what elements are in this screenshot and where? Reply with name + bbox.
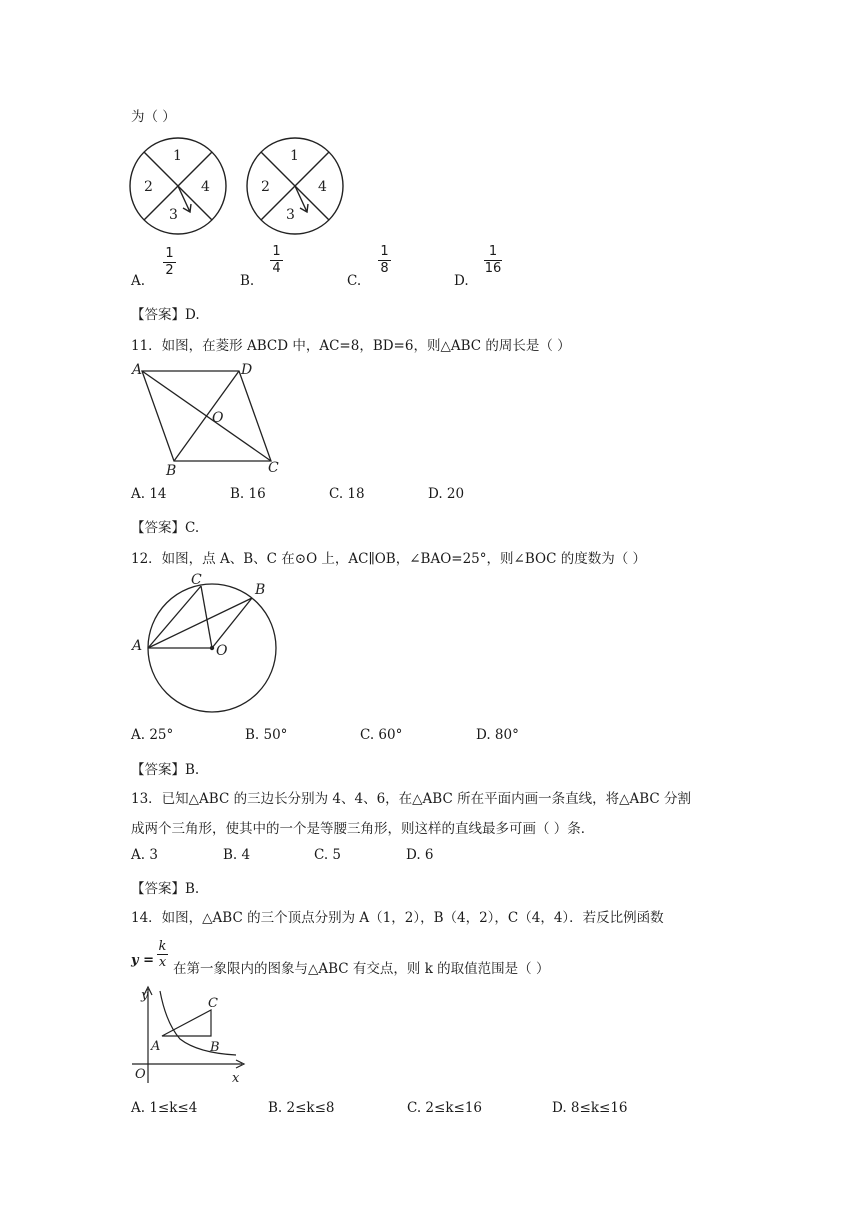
q12-option-d: D. 80° — [476, 727, 519, 743]
q14-option-a: A. 1≤k≤4 — [131, 1100, 198, 1116]
q10-option-b-fraction — [270, 245, 283, 276]
q13-option-c: C. 5 — [314, 847, 342, 863]
q14-graph-figure — [128, 983, 248, 1092]
graph-label-y: y — [141, 988, 149, 1003]
graph-label-c: C — [208, 996, 218, 1011]
formula-fraction — [157, 940, 168, 969]
spinner-right-label-2: 2 — [261, 179, 270, 195]
formula-numerator: k — [158, 939, 167, 954]
q13-answer: 【答案】B. — [131, 881, 200, 897]
spinner-left-label-1: 1 — [173, 148, 182, 164]
q13-stem-line1: 13．已知△ABC 的三边长分别为 4、4、6，在△ABC 所在平面内画一条直线，将△ABC 分割 — [131, 791, 692, 807]
q12-option-b: B. 50° — [245, 727, 288, 743]
fraction-numerator: 1 — [380, 244, 389, 259]
q14-stem-line2: 在第一象限内的图象与△ABC 有交点，则 k 的取值范围是（ ） — [173, 961, 550, 977]
rhombus-label-d: D — [241, 362, 253, 378]
fraction-denominator: 4 — [272, 261, 281, 276]
fraction-numerator: 1 — [488, 244, 498, 259]
q11-option-a: A. 14 — [131, 486, 167, 502]
circle-label-b: B — [255, 582, 266, 598]
graph-label-b: B — [210, 1040, 220, 1055]
q10-option-d-fraction — [484, 245, 502, 276]
spinner-left-label-3: 3 — [169, 207, 178, 223]
q11-answer: 【答案】C. — [131, 520, 200, 536]
q13-option-a: A. 3 — [131, 847, 158, 863]
fraction-numerator: 1 — [272, 244, 281, 259]
q10-spinner-figure — [128, 132, 353, 244]
q13-option-d: D. 6 — [406, 847, 434, 863]
q10-option-d-label: D. — [454, 273, 469, 289]
fraction-denominator: 16 — [484, 261, 502, 276]
q12-option-a: A. 25° — [131, 727, 174, 743]
spinner-left-label-2: 2 — [144, 179, 153, 195]
q13-stem-line2: 成两个三角形，使其中的一个是等腰三角形，则这样的直线最多可画（ ）条． — [131, 821, 595, 837]
graph-label-x: x — [232, 1071, 240, 1086]
fraction-denominator: 8 — [380, 261, 389, 276]
q11-option-c: C. 18 — [329, 486, 365, 502]
circle-label-o: O — [216, 643, 228, 659]
q10-option-a-fraction — [163, 247, 176, 278]
fraction-numerator: 1 — [165, 246, 174, 261]
spinner-right-label-3: 3 — [286, 207, 295, 223]
q10-option-a-label: A. — [131, 273, 146, 289]
q11-option-d: D. 20 — [428, 486, 465, 502]
q14-option-b: B. 2≤k≤8 — [268, 1100, 335, 1116]
q12-answer: 【答案】B. — [131, 762, 200, 778]
formula-lhs: y = — [131, 953, 154, 968]
q12-circle-figure — [128, 568, 288, 722]
fraction-denominator: 2 — [165, 263, 174, 278]
formula-denominator: x — [158, 955, 167, 970]
rhombus-label-o: O — [212, 410, 224, 426]
rhombus-label-b: B — [166, 463, 177, 478]
spinner-left-label-4: 4 — [201, 179, 210, 195]
q14-option-d: D. 8≤k≤16 — [552, 1100, 628, 1116]
q14-stem-line1: 14．如图，△ABC 的三个顶点分别为 A（1，2），B（4，2），C（4，4）．若反比例函数 — [131, 910, 664, 926]
graph-label-a: A — [151, 1039, 161, 1054]
circle-label-a: A — [132, 638, 143, 654]
q13-option-b: B. 4 — [223, 847, 251, 863]
spinner-right-label-4: 4 — [318, 179, 327, 195]
q11-stem: 11．如图，在菱形 ABCD 中，AC=8，BD=6，则△ABC 的周长是（ ） — [131, 338, 571, 354]
q14-option-c: C. 2≤k≤16 — [407, 1100, 483, 1116]
rhombus-label-c: C — [268, 460, 279, 476]
spinner-right-label-1: 1 — [290, 148, 299, 164]
q10-option-c-label: C. — [347, 273, 362, 289]
circle-label-c: C — [191, 572, 202, 588]
q10-stem-tail: 为（ ） — [131, 109, 176, 125]
graph-label-o: O — [135, 1067, 146, 1082]
q10-option-c-fraction — [378, 245, 391, 276]
q10-option-b-label: B. — [240, 273, 255, 289]
q11-rhombus-figure — [128, 358, 288, 482]
q11-option-b: B. 16 — [230, 486, 266, 502]
q10-answer: 【答案】D. — [131, 307, 200, 323]
q12-stem: 12．如图，点 A、B、C 在⊙O 上，AC∥OB，∠BAO=25°，则∠BOC 的度数为（ ） — [131, 551, 646, 567]
q12-option-c: C. 60° — [360, 727, 403, 743]
rhombus-label-a: A — [132, 362, 143, 378]
